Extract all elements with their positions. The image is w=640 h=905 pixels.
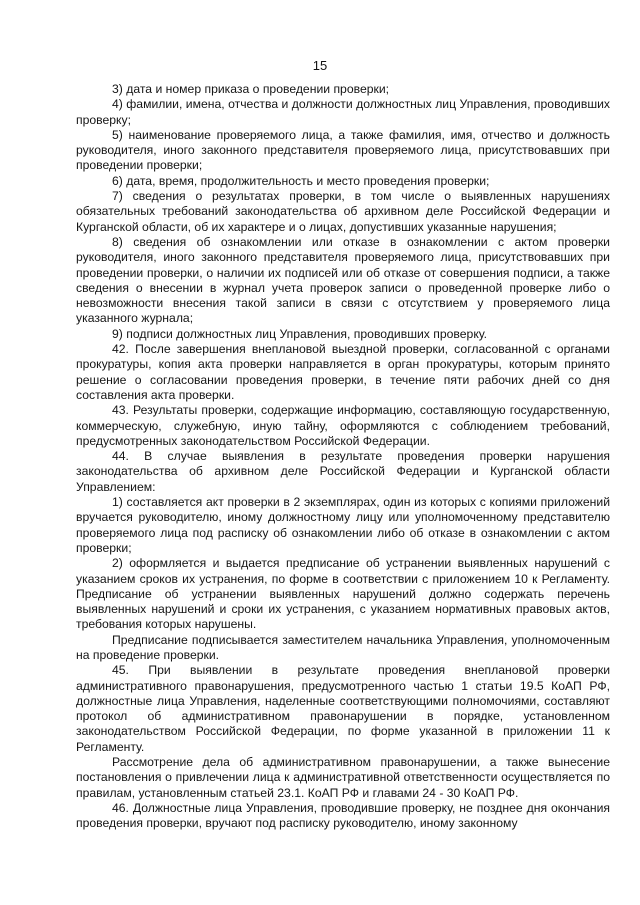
paragraph-section-44-item-2: 2) оформляется и выдается предписание об устранении выявленных нарушений с указанием сроков их устранения, по форме в соответствии с приложением 10 к Регламенту. Предписание об устранении выявленных нарушений должно содержать перечень выявленных нарушений и сроки их устранения, с указанием нормативных правовых актов, требования которых нарушены.: [76, 556, 610, 632]
paragraph-item-8: 8) сведения об ознакомлении или отказе в ознакомлении с актом проверки руководителя, иного законного представителя проверяемого лица, присутствовавших при проведении проверки, о наличии их подписей или об отказе от совершения подписи, а также сведения о внесении в журнал учета проверок записи о проведенной проверке либо о невозможности внесения такой записи в связи с отсутствием у проверяемого лица указанного журнала;: [76, 234, 610, 326]
paragraph-section-44: 44. В случае выявления в результате проведения проверки нарушения законодательства об архивном деле Российской Федерации и Курганской области Управлением:: [76, 449, 610, 494]
paragraph-section-45-review: Рассмотрение дела об административном правонарушении, а также вынесение постановления о привлечении лица к административной ответственности осуществляется по правилам, установленным статьей 23.1. КоАП РФ и главами 24 - 30 КоАП РФ.: [76, 755, 610, 800]
paragraph-item-6: 6) дата, время, продолжительность и место проведения проверки;: [112, 173, 490, 188]
paragraph-item-5: 5) наименование проверяемого лица, а также фамилия, имя, отчество и должность руководителя, иного законного представителя проверяемого лица, присутствовавших при проведении проверки;: [76, 127, 610, 173]
document-body: [76, 82, 610, 832]
paragraph-section-42: 42. После завершения внеплановой выездной проверки, согласованной с органами прокуратуры, копия акта проверки направляется в орган прокуратуры, которым принято решение о согласовании проведения проверки, в течение пяти рабочих дней со дня составления акта проверки.: [76, 342, 610, 402]
paragraph-section-43: 43. Результаты проверки, содержащие информацию, составляющую государственную, коммерческую, служебную, иную тайну, оформляются с соблюдением требований, предусмотренных законодательством Российской Федерации.: [76, 403, 610, 448]
paragraph-item-9: 9) подписи должностных лиц Управления, проводивших проверку.: [112, 326, 488, 341]
paragraph-section-45: 45. При выявлении в результате проведения внеплановой проверки административного правонарушения, предусмотренного частью 1 статьи 19.5 КоАП РФ, должностные лица Управления, наделенные соответствующими полномочиями, составляют протокол об административном правонарушении в порядке, установленном законодательством Российской Федерации, по форме указанной в приложении 11 к Регламенту.: [76, 663, 610, 754]
paragraph-item-3: 3) дата и номер приказа о проведении проверки;: [112, 82, 390, 96]
paragraph-section-44-item-1: 1) составляется акт проверки в 2 экземплярах, один из которых с копиями приложений вручается руководителю, иному должностному лицу или уполномоченному представителю проверяемого лица под расписку об ознакомлении либо об отказе в ознакомлении с актом проверки;: [76, 495, 610, 555]
paragraph-item-7: 7) сведения о результатах проверки, в том числе о выявленных нарушениях обязательных требований законодательства об архивном деле Российской Федерации и Курганской области, об их характере и о лицах, допустивших указанные нарушения;: [76, 189, 610, 234]
paragraph-section-46: 46. Должностные лица Управления, проводившие проверку, не позднее дня окончания проведения проверки, вручают под расписку руководителю, иному законному: [76, 800, 610, 831]
paragraph-item-4: 4) фамилии, имена, отчества и должности должностных лиц Управления, проводивших проверку;: [76, 97, 610, 127]
paragraph-prescription-signature: Предписание подписывается заместителем начальника Управления, уполномоченным на проведение проверки.: [76, 632, 610, 662]
page-number: 15: [312, 58, 328, 73]
